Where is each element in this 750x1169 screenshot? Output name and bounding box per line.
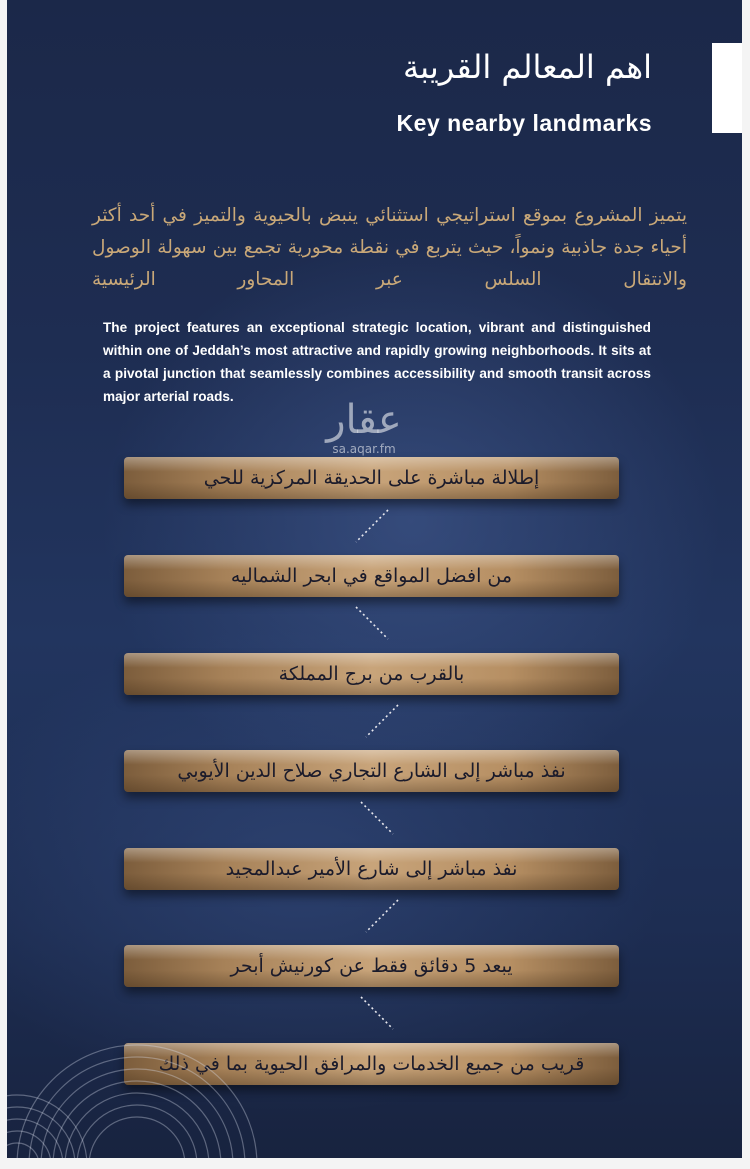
dotted-connector-5 (364, 898, 400, 934)
landmark-bar-4 (124, 750, 619, 792)
landmark-label: إطلالة مباشرة على الحديقة المركزية للحي (203, 467, 540, 489)
landmark-label: نفذ مباشر إلى الشارع التجاري صلاح الدين الأيوبي (177, 760, 566, 782)
dotted-connector-2 (354, 605, 390, 641)
landmark-bar-2 (124, 555, 619, 597)
title-english: Key nearby landmarks (396, 110, 652, 136)
dotted-connector-4 (359, 800, 395, 836)
white-tab-decoration (712, 43, 742, 133)
landmark-label: بالقرب من برج المملكة (278, 663, 465, 685)
watermark-brand: عقار (326, 397, 402, 443)
bottom-margin (0, 1158, 750, 1169)
landmark-label: نفذ مباشر إلى شارع الأمير عبدالمجيد (225, 858, 518, 880)
dotted-connector-3 (364, 703, 400, 739)
landmarks-page (7, 0, 742, 1158)
landmark-label: قريب من جميع الخدمات والمرافق الحيوية بما في ذلك (158, 1053, 585, 1075)
landmark-label: يبعد 5 دقائق فقط عن كورنيش أبحر (230, 955, 513, 977)
decorative-arcs (7, 955, 307, 1158)
dotted-connector-6 (359, 995, 395, 1031)
description-arabic: يتميز المشروع بموقع استراتيجي استثنائي ينبض بالحيوية والتميز في أحد أكثر أحياء جدة جاذبية ونمواً، حيث يتربع في نقطة محورية تجمع بين سهولة الوصول والانتقال السلس عبر المحاور الرئيسية (92, 205, 687, 290)
landmark-label: من افضل المواقع في ابحر الشماليه (230, 565, 513, 587)
dotted-connector-1 (354, 508, 390, 544)
landmark-bar-5 (124, 848, 619, 890)
landmark-bar-3 (124, 653, 619, 695)
title-arabic: اهم المعالم القريبة (403, 48, 652, 86)
landmark-bar-1 (124, 457, 619, 499)
description-english: The project features an exceptional strategic location, vibrant and distinguished within one of Jeddah’s most attractive and rapidly growing neighborhoods. It sits at a pivotal junction that seamlessly combines accessibility and smooth transit across major arterial roads. (103, 320, 651, 404)
watermark-url: sa.aqar.fm (332, 442, 396, 456)
